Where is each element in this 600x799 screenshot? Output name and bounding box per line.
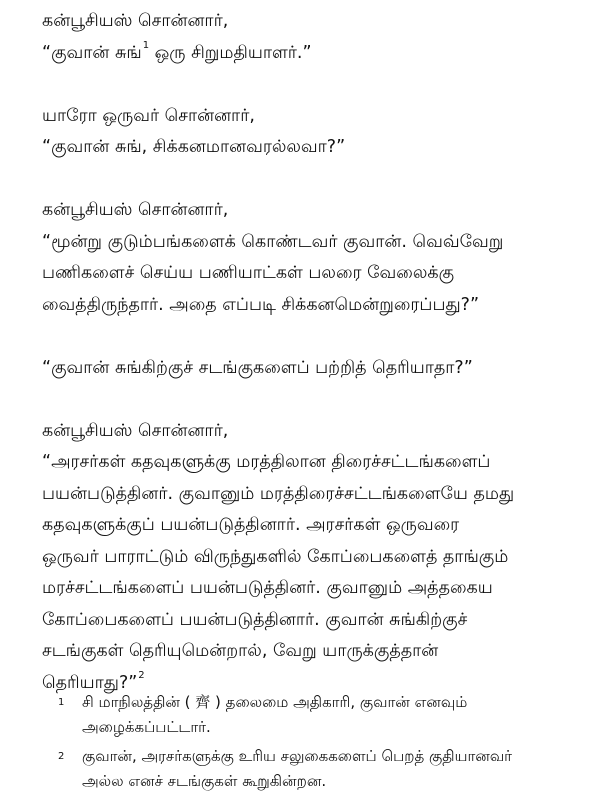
quote-line: ஒருவர் பாராட்டும் விருந்துகளில் கோப்பைகளைத் தாங்கும்	[42, 546, 509, 567]
footnote-ref-1[interactable]: 1	[142, 39, 150, 51]
footnote-line: சி மாநிலத்தின் ( 齊 ) தலைமை அதிகாரி, குவான் எனவும்	[82, 693, 468, 711]
quote-line: கதவுகளுக்குப் பயன்படுத்தினார். அரசர்கள் ஒருவரை	[42, 515, 460, 535]
footnotes	[58, 690, 578, 798]
quote-line: பயன்படுத்தினர். குவானும் மரத்திரைச்சட்டங்களையே தமது	[42, 483, 515, 504]
quote-line: “மூன்று குடும்பங்களைக் கொண்டவர் குவான். வெவ்வேறு	[42, 231, 504, 252]
footnote-text	[82, 744, 578, 794]
speaker-line: கன்பூசியஸ் சொன்னார்,	[42, 11, 229, 31]
quote-line: மரச்சட்டங்களைப் பயன்படுத்தினர். குவானும் அத்தகைய	[42, 578, 493, 598]
quote-text: ஒரு சிறுமதியாளர்.”	[149, 42, 312, 63]
speaker-line: யாரோ ஒருவர் சொன்னார்,	[42, 105, 255, 126]
footnote-text	[82, 690, 578, 740]
footnote-1	[58, 690, 578, 740]
footnote-line: குவான், அரசர்களுக்கு உரிய சலுகைகளைப் பெறத் குதியானவர்	[82, 747, 513, 765]
quote-line: “குவான் சுங், சிக்கனமானவரல்லவா?”	[42, 137, 346, 157]
speaker-line: கன்பூசியஸ் சொன்னார்,	[42, 420, 229, 441]
quote-line: வைத்திருந்தார். அதை எப்படி சிக்கனமென்றுரைப்பது?”	[42, 294, 480, 315]
footnote-ref-2[interactable]: 2	[138, 669, 145, 681]
footnote-number: 1	[58, 697, 65, 708]
footnote-line: அல்ல எனச் சடங்குகள் கூறுகின்றன.	[82, 772, 327, 790]
quote-line: “அரசர்கள் கதவுகளுக்கு மரத்திலான திரைச்சட்டங்களைப்	[42, 452, 491, 472]
main-text	[42, 6, 582, 699]
quote-line: சடங்குகள் தெரியுமென்றால், வேறு யாருக்குத்தான்	[42, 641, 439, 661]
quote-text: தெரியாது?”	[42, 672, 138, 693]
quote-line: “குவான் சுங்கிற்குச் சடங்குகளைப் பற்றித் தெரியாதா?”	[42, 357, 473, 378]
quote-line	[42, 38, 582, 70]
footnote-2	[58, 744, 578, 794]
footnote-line: அழைக்கப்பட்டார்.	[82, 718, 211, 736]
quote-line: பணிகளைச் செய்ய பணியாட்கள் பலரை வேலைக்கு	[42, 263, 455, 283]
quote-line: கோப்பைகளைப் பயன்படுத்தினார். குவான் சுங்கிற்குச்	[42, 609, 468, 630]
speaker-line: கன்பூசியஸ் சொன்னார்,	[42, 200, 229, 220]
quote-text: “குவான் சுங்	[42, 42, 142, 63]
footnote-number: 2	[58, 751, 65, 762]
